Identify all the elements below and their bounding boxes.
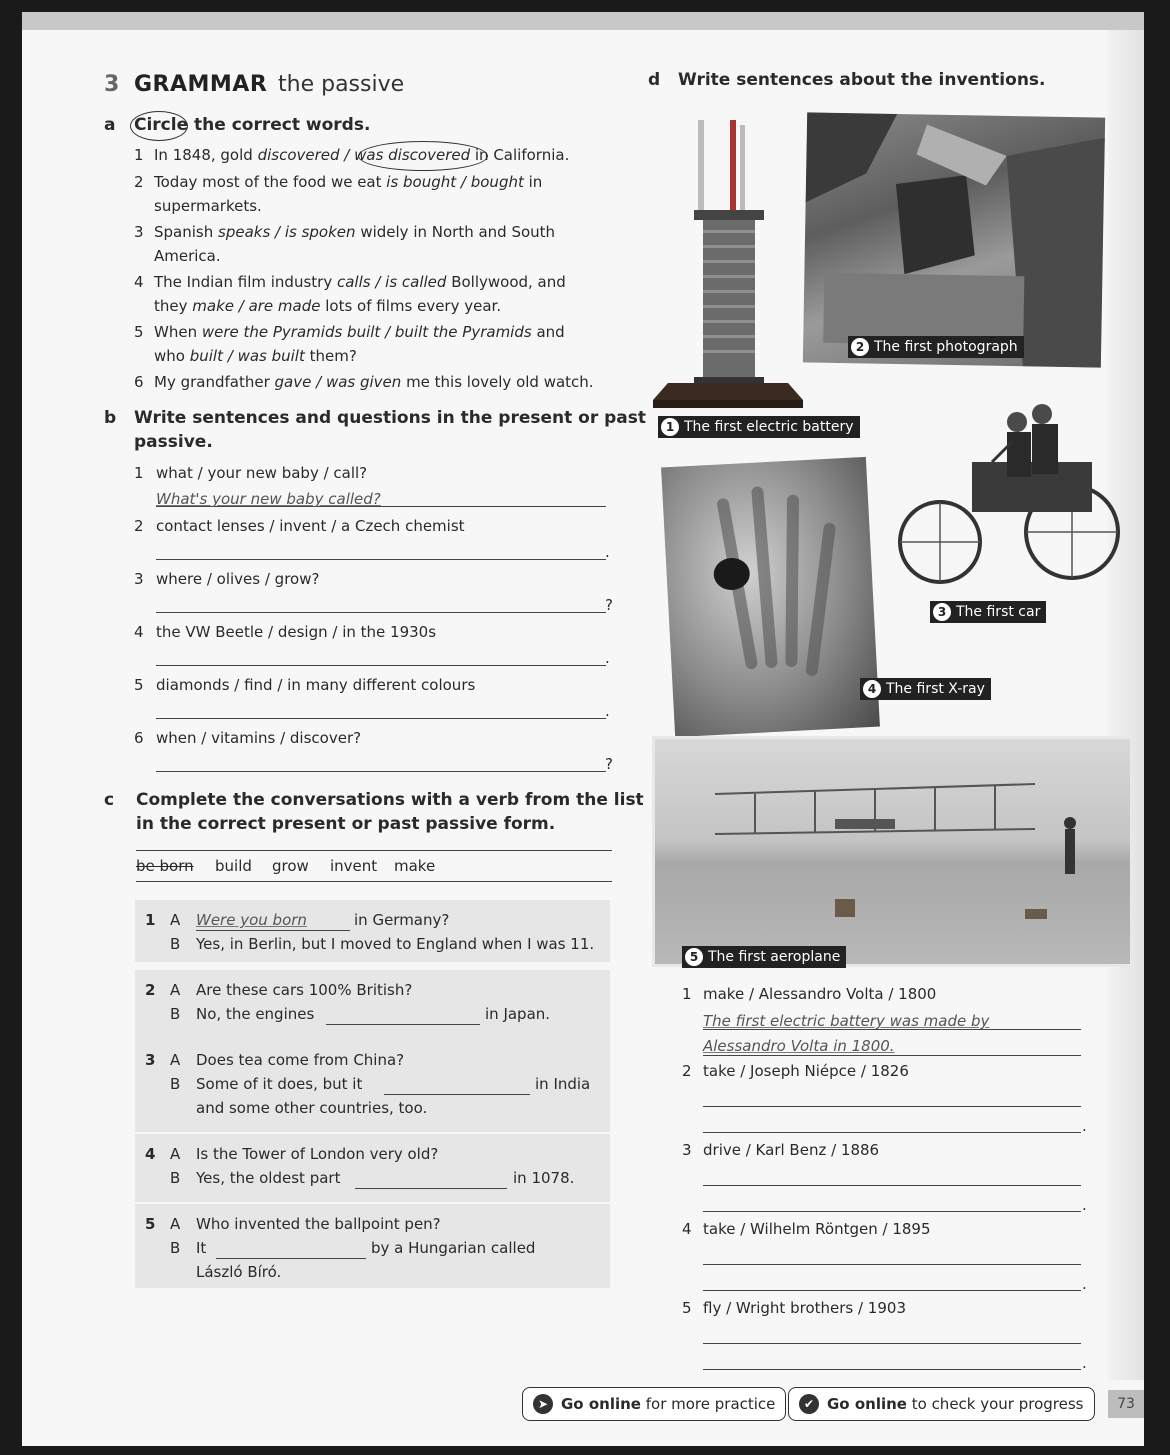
item-text: who (154, 347, 190, 365)
section-b-letter: b (104, 408, 117, 428)
item-number: 2 (134, 517, 144, 535)
item-text: lots of films every year. (320, 297, 502, 315)
item-line-1 (154, 323, 565, 341)
caption-first-photograph: 2 The first photograph (848, 336, 1024, 358)
speaker-a: A (170, 1215, 181, 1233)
line-text: by a Hungarian called (371, 1239, 536, 1257)
speaker-a: A (170, 1051, 181, 1069)
line-end-punctuation: . (605, 649, 610, 667)
item-prompt: contact lenses / invent / a Czech chemist (156, 517, 465, 535)
item-text: Spanish (154, 223, 218, 241)
x-ray-image (661, 457, 880, 737)
go-online-progress-button[interactable]: ✔ Go online to check your progress (788, 1387, 1095, 1421)
conversation-number: 5 (145, 1215, 156, 1233)
item-line-1 (154, 173, 542, 191)
line-text: Is the Tower of London very old? (196, 1145, 439, 1163)
verb-list-top-rule (136, 850, 612, 851)
verb-item: grow (272, 857, 309, 875)
item-number: 2 (134, 173, 144, 191)
section-b-instruction-1: Write sentences and questions in the present or past (134, 408, 647, 428)
item-prompt: when / vitamins / discover? (156, 729, 362, 747)
caption-first-aeroplane: 5 The first aeroplane (682, 946, 846, 968)
item-prompt: take / Joseph Niépce / 1826 (703, 1062, 909, 1080)
section-d-instruction: Write sentences about the inventions. (678, 70, 1046, 90)
line-text: in 1078. (513, 1169, 575, 1187)
item-prompt: the VW Beetle / design / in the 1930s (156, 623, 437, 641)
section-number: 3 (104, 72, 120, 97)
go-online-practice-button[interactable]: ➤ Go online for more practice (522, 1387, 786, 1421)
checkmark-icon: ✔ (799, 1394, 819, 1414)
item-prompt: drive / Karl Benz / 1886 (703, 1141, 880, 1159)
electric-battery-image (648, 115, 808, 415)
line-text: Some of it does, but it (196, 1075, 363, 1093)
item-text: The Indian film industry (154, 273, 337, 291)
verb-list-bottom-rule (136, 881, 612, 882)
answer-line[interactable] (156, 559, 606, 560)
line-text: It (196, 1239, 207, 1257)
answer-line[interactable] (384, 1094, 530, 1095)
item-line-2 (154, 347, 357, 365)
conversation-number: 3 (145, 1051, 156, 1069)
speaker-b: B (170, 935, 181, 953)
section-c-letter: c (104, 790, 115, 810)
item-number: 1 (134, 146, 144, 164)
item-text: widely in North and South (355, 223, 556, 241)
line-end-punctuation: . (1082, 1354, 1087, 1372)
item-text: Bollywood, and (446, 273, 566, 291)
answer-circle-mark (358, 141, 488, 171)
line-text: in Germany? (354, 911, 450, 929)
section-b-instruction-2: passive. (134, 432, 213, 452)
section-a-instruction: Circle the correct words. (134, 115, 371, 135)
line-text: in Japan. (485, 1005, 551, 1023)
line-end-punctuation: ? (605, 755, 613, 773)
item-prompt: where / olives / grow? (156, 570, 320, 588)
speaker-b: B (170, 1005, 181, 1023)
item-number: 2 (682, 1062, 692, 1080)
line-text: László Bíró. (196, 1263, 282, 1281)
item-text: Today most of the food we eat (154, 173, 387, 191)
answer-line[interactable] (156, 771, 606, 772)
option-pair[interactable]: discovered / was discovered (257, 146, 471, 164)
answer-line[interactable] (703, 1055, 1081, 1056)
line-text: Yes, the oldest part (196, 1169, 341, 1187)
speaker-b: B (170, 1075, 181, 1093)
line-end-punctuation: . (605, 702, 610, 720)
item-prompt: make / Alessandro Volta / 1800 (703, 985, 937, 1003)
section-subtitle: the passive (278, 72, 405, 97)
cursor-icon: ➤ (533, 1394, 553, 1414)
answer-line[interactable] (216, 1258, 366, 1259)
speaker-b: B (170, 1239, 181, 1257)
item-text: and (531, 323, 565, 341)
item-text: in (523, 173, 543, 191)
conversation-number: 1 (145, 911, 156, 929)
answer-line[interactable] (703, 1132, 1081, 1133)
line-text: Are these cars 100% British? (196, 981, 413, 999)
verb-item: be born (136, 857, 194, 875)
speaker-a: A (170, 981, 181, 999)
conversation-number: 4 (145, 1145, 156, 1163)
option-pair[interactable]: built / was built (189, 347, 305, 365)
line-text: in India (535, 1075, 591, 1093)
answer-line[interactable] (156, 665, 606, 666)
option-pair[interactable]: speaks / is spoken (218, 223, 356, 241)
item-number: 4 (682, 1220, 692, 1238)
caption-first-x-ray: 4 The first X-ray (860, 678, 991, 700)
item-text: they (154, 297, 193, 315)
answer-line[interactable] (703, 1369, 1081, 1370)
line-text: No, the engines (196, 1005, 315, 1023)
answer-line[interactable] (326, 1024, 480, 1025)
item-prompt: diamonds / find / in many different colours (156, 676, 476, 694)
section-c-instruction-1: Complete the conversations with a verb from the list (136, 790, 644, 810)
option-pair[interactable]: make / are made (192, 297, 321, 315)
item-text: in California. (470, 146, 570, 164)
item-text: In 1848, gold (154, 146, 258, 164)
answer-line[interactable] (703, 1211, 1081, 1212)
item-number: 5 (134, 676, 144, 694)
item-line-2: supermarkets. (154, 197, 262, 215)
item-number: 4 (134, 273, 144, 291)
verb-item: invent (330, 857, 378, 875)
item-line-1 (154, 273, 566, 291)
item-text: them? (304, 347, 357, 365)
answer-text: What's your new baby called? (156, 490, 381, 508)
first-car-image (892, 392, 1128, 602)
speaker-a: A (170, 911, 181, 929)
first-photograph-image (803, 112, 1105, 367)
item-number: 5 (134, 323, 144, 341)
item-line-2: America. (154, 247, 221, 265)
page-number: 73 (1108, 1390, 1144, 1418)
answer-line[interactable] (355, 1188, 507, 1189)
answer-line[interactable] (703, 1106, 1081, 1107)
item-line-1 (154, 373, 594, 391)
page-edge-shade (1108, 30, 1144, 1380)
item-prompt: what / your new baby / call? (156, 464, 368, 482)
item-number: 6 (134, 729, 144, 747)
line-text: and some other countries, too. (196, 1099, 428, 1117)
item-number: 1 (682, 985, 692, 1003)
speaker-a: A (170, 1145, 181, 1163)
item-number: 3 (134, 570, 144, 588)
section-a-letter: a (104, 115, 116, 135)
line-end-punctuation: . (1082, 1117, 1087, 1135)
answer-text: The first electric battery was made by (703, 1012, 990, 1030)
item-text: My grandfather (154, 373, 275, 391)
answer-line[interactable] (703, 1264, 1081, 1265)
item-number: 3 (682, 1141, 692, 1159)
item-line-1 (154, 223, 555, 241)
item-number: 1 (134, 464, 144, 482)
line-text: Yes, in Berlin, but I moved to England when I was 11. (196, 935, 595, 953)
answer-line[interactable] (156, 718, 606, 719)
item-prompt: take / Wilhelm Röntgen / 1895 (703, 1220, 931, 1238)
answer-line[interactable] (703, 1290, 1081, 1291)
conversation-number: 2 (145, 981, 156, 999)
section-title: GRAMMAR (134, 72, 268, 97)
answer-line[interactable] (196, 930, 350, 931)
item-text: When (154, 323, 202, 341)
first-aeroplane-image (652, 736, 1133, 967)
line-end-punctuation: . (605, 543, 610, 561)
answer-line[interactable] (703, 1343, 1081, 1344)
caption-first-electric-battery: 1 The first electric battery (658, 416, 860, 438)
item-text: me this lovely old watch. (401, 373, 594, 391)
line-end-punctuation: ? (605, 596, 613, 614)
option-pair[interactable]: is bought / bought (386, 173, 524, 191)
item-number: 3 (134, 223, 144, 241)
item-line-2 (154, 297, 501, 315)
section-d-letter: d (648, 70, 661, 90)
answer-line[interactable] (703, 1185, 1081, 1186)
answer-text: Alessandro Volta in 1800. (703, 1037, 895, 1055)
verb-item: build (215, 857, 252, 875)
line-text: Does tea come from China? (196, 1051, 405, 1069)
speaker-b: B (170, 1169, 181, 1187)
line-end-punctuation: . (1082, 1196, 1087, 1214)
item-number: 5 (682, 1299, 692, 1317)
verb-item: make (394, 857, 436, 875)
item-prompt: fly / Wright brothers / 1903 (703, 1299, 906, 1317)
line-text: Who invented the ballpoint pen? (196, 1215, 441, 1233)
option-pair[interactable]: were the Pyramids built / built the Pyramids (201, 323, 532, 341)
option-pair[interactable]: gave / was given (274, 373, 402, 391)
caption-first-car: 3 The first car (930, 601, 1046, 623)
item-number: 4 (134, 623, 144, 641)
circle-mark (130, 111, 188, 141)
answer-text: Were you born (196, 911, 307, 929)
line-end-punctuation: . (1082, 1275, 1087, 1293)
item-number: 6 (134, 373, 144, 391)
section-c-instruction-2: in the correct present or past passive form. (136, 814, 556, 834)
option-pair[interactable]: calls / is called (336, 273, 447, 291)
top-band (22, 12, 1144, 30)
answer-line[interactable] (156, 612, 606, 613)
